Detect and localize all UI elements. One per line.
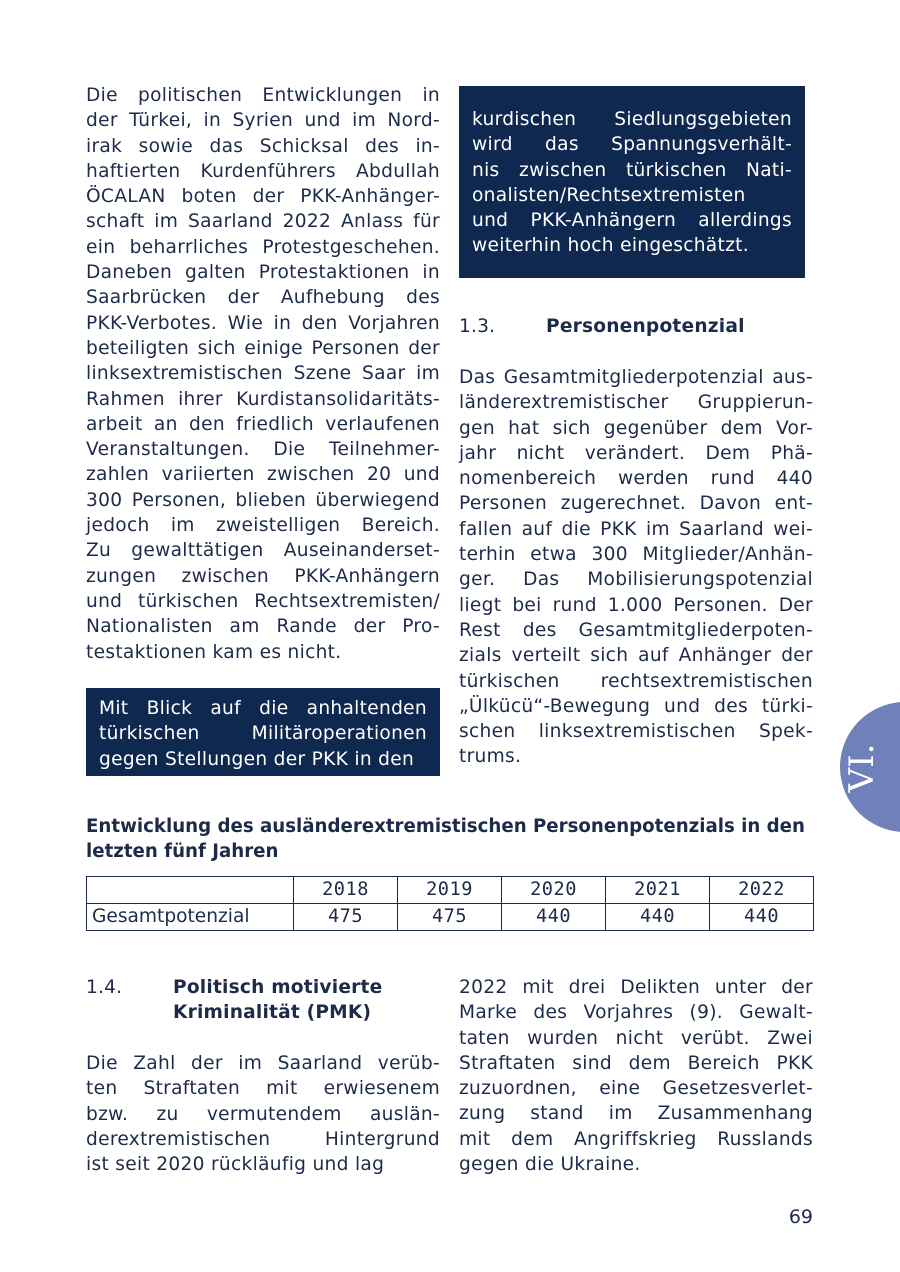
text-line: fallen auf die PKK im Saarland wei-	[459, 518, 813, 540]
text-line: 2022 mit drei Delikten unter der	[459, 977, 813, 998]
text-line: zahlen variierten zwischen 20 und	[86, 464, 440, 486]
text-line: linksextremistischen Szene Saar im	[86, 363, 440, 385]
highlight-box-right	[459, 86, 805, 278]
table-header-cell: 2022	[710, 877, 814, 904]
table-title-line: Entwicklung des ausländerextremistischen Personenpotenzials in den	[86, 816, 805, 837]
text-line: ein beharrliches Protestgeschehen.	[86, 236, 440, 258]
text-line: Die politischen Entwicklungen in	[86, 85, 440, 106]
personenpotenzial-table	[86, 876, 814, 931]
personenpotenzial-text	[459, 365, 813, 770]
section-number: 1.4.	[86, 977, 123, 998]
text-line: arbeit an den friedlich verlaufenen	[86, 413, 440, 435]
chapter-tab-label: VI.	[842, 743, 882, 793]
text-line: bzw. zu vermutendem auslän-	[86, 1103, 440, 1125]
table-cell: 440	[502, 904, 606, 931]
table-row	[87, 904, 814, 931]
text-line: zung stand im Zusammenhang	[459, 1103, 813, 1125]
text-line: wird das Spannungsverhält-	[472, 134, 792, 156]
text-line: kurdischen Siedlungsgebieten	[472, 109, 792, 130]
text-line: beteiligten sich einige Personen der	[86, 337, 440, 359]
table-row-label: Gesamtpotenzial	[87, 904, 294, 931]
text-line: mit dem Angriffskrieg Russlands	[459, 1128, 813, 1150]
section-title-line: Kriminalität (PMK)	[173, 1002, 372, 1023]
table-title-line: letzten fünf Jahren	[86, 841, 279, 862]
table-header-cell: 2020	[502, 877, 606, 904]
text-line: zials verteilt sich auf Anhänger der	[459, 645, 813, 667]
table-header-cell: 2021	[606, 877, 710, 904]
text-line: testaktionen kam es nicht.	[86, 641, 342, 663]
section-number: 1.3.	[459, 316, 496, 337]
text-line: Marke des Vorjahres (9). Gewalt-	[459, 1002, 813, 1024]
section-title-line: Politisch motivierte	[173, 977, 383, 998]
text-line: PKK-Verbotes. Wie in den Vorjahren	[86, 312, 440, 334]
text-line: ist seit 2020 rückläufig und lag	[86, 1154, 385, 1176]
text-line: Saarbrücken der Aufhebung des	[86, 287, 440, 309]
text-line: jahr nicht verändert. Dem Phä-	[459, 442, 813, 464]
table-title	[86, 814, 813, 864]
text-line: trums.	[459, 746, 522, 768]
table-header-cell	[87, 877, 294, 904]
table-header-cell: 2018	[294, 877, 398, 904]
pmk-paragraph-left	[86, 1051, 440, 1177]
text-line: Rest des Gesamtmitgliederpoten-	[459, 619, 813, 641]
text-line: Mit Blick auf die anhaltenden	[99, 698, 427, 719]
text-line: Veranstaltungen. Die Teilnehmer-	[86, 439, 440, 461]
text-line: gen hat sich gegenüber dem Vor-	[459, 417, 813, 439]
text-line: weiterhin hoch eingeschätzt.	[472, 235, 749, 257]
text-line: ger. Das Mobilisierungspotenzial	[459, 569, 813, 591]
text-line: nis zwischen türkischen Nati-	[472, 159, 792, 181]
intro-text	[86, 83, 440, 665]
highlight-box-left-text	[99, 696, 427, 772]
text-line: irak sowie das Schicksal des in-	[86, 135, 440, 157]
table-header-cell: 2019	[398, 877, 502, 904]
table-cell: 475	[294, 904, 398, 931]
text-line: Rahmen ihrer Kurdistansolidaritäts-	[86, 388, 440, 410]
text-line: Straftaten sind dem Bereich PKK	[459, 1052, 813, 1074]
personenpotenzial-paragraph	[459, 365, 813, 770]
text-line: und türkischen Rechtsextremisten/	[86, 590, 440, 612]
section-title: Personenpotenzial	[546, 316, 745, 337]
intro-paragraph	[86, 83, 440, 665]
page-number: 69	[788, 1206, 813, 1228]
text-line: haftierten Kurdenführers Abdullah	[86, 160, 440, 182]
text-line: jedoch im zweistelligen Bereich.	[86, 515, 440, 537]
text-line: ÖCALAN boten der PKK-Anhänger-	[86, 186, 440, 208]
text-line: nomenbereich werden rund 440	[459, 468, 813, 490]
text-line: und PKK-Anhängern allerdings	[472, 210, 792, 232]
text-line: länderextremistischer Gruppierun-	[459, 392, 813, 414]
text-line: türkischen Militäroperationen	[99, 723, 427, 745]
table-header-row	[87, 877, 814, 904]
pmk-text-left	[86, 1051, 440, 1177]
text-line: liegt bei rund 1.000 Personen. Der	[459, 594, 813, 616]
text-line: „Ülkücü“-Bewegung und des türki-	[459, 695, 813, 717]
text-line: terhin etwa 300 Mitglieder/Anhän-	[459, 544, 813, 566]
text-line: Die Zahl der im Saarland verüb-	[86, 1053, 440, 1074]
text-line: gegen die Ukraine.	[459, 1154, 641, 1176]
text-line: ten Straftaten mit erwiesenem	[86, 1078, 440, 1100]
text-line: taten wurden nicht verübt. Zwei	[459, 1027, 813, 1049]
text-line: schen linksextremistischen Spek-	[459, 721, 813, 743]
table-cell: 475	[398, 904, 502, 931]
text-line: derextremistischen Hintergrund	[86, 1128, 440, 1150]
text-line: schaft im Saarland 2022 Anlass für	[86, 211, 440, 233]
table-cell: 440	[710, 904, 814, 931]
text-line: Zu gewalttätigen Auseinanderset-	[86, 540, 440, 562]
text-line: zungen zwischen PKK-Anhängern	[86, 565, 440, 587]
highlight-box-left	[86, 688, 440, 776]
text-line: 300 Personen, blieben überwiegend	[86, 489, 440, 511]
text-line: onalisten/Rechtsextremisten	[472, 184, 746, 206]
text-line: gegen Stellungen der PKK in den	[99, 748, 415, 770]
text-line: türkischen rechtsextremistischen	[459, 670, 813, 692]
highlight-box-right-text	[472, 107, 792, 259]
table-cell: 440	[606, 904, 710, 931]
section-heading-1-3	[459, 314, 813, 340]
section-heading-1-4	[86, 975, 440, 1027]
text-line: zuzuordnen, eine Gesetzesverlet-	[459, 1078, 813, 1100]
pmk-paragraph-right	[459, 975, 813, 1177]
text-line: Nationalisten am Rande der Pro-	[86, 616, 440, 638]
text-line: Personen zugerechnet. Davon ent-	[459, 493, 813, 515]
text-line: Daneben galten Protestaktionen in	[86, 262, 440, 284]
text-line: Das Gesamtmitgliederpotenzial aus-	[459, 367, 813, 388]
text-line: der Türkei, in Syrien und im Nord-	[86, 110, 440, 132]
pmk-text-right	[459, 975, 813, 1177]
